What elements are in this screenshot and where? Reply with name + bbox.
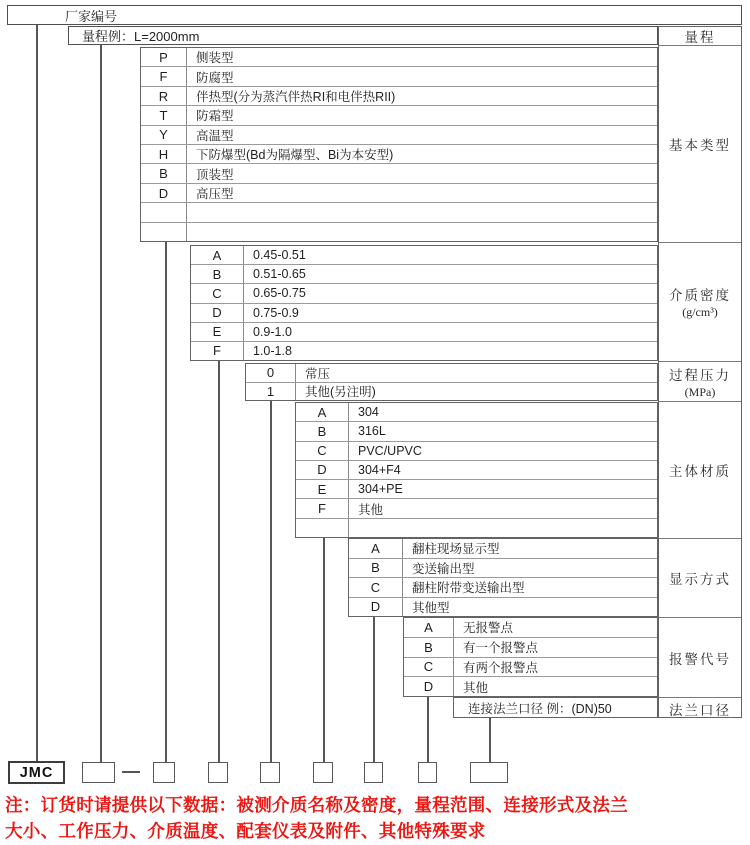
group-label-density [659,243,741,362]
group-label-text: 主体材质 [669,464,731,479]
desc-value: 0.51-0.65 [253,267,306,282]
code-cell [404,638,454,657]
desc-value: 0.75-0.9 [253,305,299,320]
desc-value: 其他型 [412,600,450,615]
code-value: 1 [266,383,275,399]
desc-value: 连接法兰口径 例：(DN)50 [468,701,612,716]
table-row [296,421,657,440]
table-row [141,125,657,144]
code-cell [404,658,454,677]
code-cell [404,677,454,696]
desc-cell [349,442,657,460]
group-label-display [659,539,741,618]
desc-value: 顶装型 [196,167,234,182]
code-cell [141,106,187,124]
code-cell [141,184,187,202]
code-value: B [424,639,433,655]
desc-value: 0.9-1.0 [253,324,292,339]
table-row [141,163,657,182]
code-value: D [423,679,434,695]
code-cell [349,578,403,597]
code-value: F [159,69,168,85]
code-value: D [212,305,222,321]
code-cell [296,480,349,498]
code-cell [246,364,296,382]
option-table-display [348,538,658,617]
connector-line-range [100,45,102,762]
connector-line-density [218,361,220,762]
code-box-material [313,762,333,783]
table-row [296,479,657,498]
desc-cell [349,480,657,498]
table-row [191,246,657,264]
table-row [404,618,657,637]
desc-cell [454,638,657,657]
desc-cell [244,304,657,322]
code-value: C [212,285,222,301]
connector-line-basic-type [165,242,167,762]
table-row [141,144,657,163]
code-cell [191,342,244,360]
code-cell [349,598,403,617]
desc-cell [349,403,657,421]
table-row [349,577,657,597]
table-row [296,441,657,460]
code-cell [296,442,349,460]
code-value: B [371,560,380,576]
connector-line-pressure [270,401,272,762]
table-row [191,322,657,341]
desc-cell [187,48,657,66]
group-label-text: 过程压力 [669,367,731,383]
desc-cell [403,598,657,617]
ordering-note [5,792,747,844]
desc-value: 0.45-0.51 [253,248,306,263]
desc-cell [244,265,657,283]
desc-value: 翻柱附带变送输出型 [412,581,525,596]
code-value: C [317,443,327,459]
table-row [191,303,657,322]
code-value: R [158,88,169,104]
desc-value: 1.0-1.8 [253,343,292,358]
desc-value: PVC/UPVC [358,443,422,458]
desc-cell [454,618,657,637]
group-label-unit: (g/cm³) [682,305,718,319]
option-table-alarm [403,617,658,697]
group-label-text: 显示方式 [669,572,731,587]
table-row [296,518,657,537]
desc-cell [187,87,657,105]
desc-value: 高温型 [196,128,234,143]
table-row [141,66,657,85]
group-label-range [659,27,741,46]
table-row [246,382,657,401]
option-table-pressure [245,363,658,401]
desc-cell [349,519,657,537]
code-cell [296,519,349,537]
code-value: B [212,266,222,282]
code-cell [349,559,403,578]
code-box-range [82,762,115,783]
desc-cell [244,342,657,360]
desc-cell [349,461,657,479]
desc-value: 翻柱现场显示型 [412,542,500,557]
desc-value: 防腐型 [196,70,234,85]
desc-value: 304+F4 [358,462,401,477]
table-row [141,222,657,241]
code-value: E [317,481,327,497]
connector-line-material [323,538,325,762]
desc-value: 有两个报警点 [463,660,539,675]
code-cell [191,284,244,302]
code-value: A [212,247,222,263]
table-row [404,676,657,696]
desc-cell [187,67,657,85]
group-label-unit: (MPa) [684,384,716,399]
group-label-material [659,402,741,539]
desc-value: 无报警点 [463,621,514,636]
code-cell [296,461,349,479]
code-cell [296,499,349,517]
code-value: Y [159,127,168,143]
code-cell [246,383,296,401]
table-row [141,48,657,66]
code-cell [191,323,244,341]
code-value: 0 [266,365,275,381]
table-row [404,657,657,677]
desc-value: 0.65-0.75 [253,286,306,301]
table-row [141,86,657,105]
code-box-pressure [260,762,280,783]
connector-line-display [373,617,375,762]
code-cell [141,48,187,66]
desc-cell [187,184,657,202]
desc-cell [403,539,657,558]
desc-cell [244,246,657,264]
desc-cell [296,364,657,382]
desc-cell [187,203,657,221]
code-value: D [370,599,381,615]
table-row [191,283,657,302]
code-value: A [317,404,327,420]
desc-cell [349,499,657,517]
code-value: T [159,107,168,123]
group-label-text: 量程 [684,30,716,45]
desc-value: 防霜型 [196,109,234,124]
group-label-flange [659,698,741,719]
factory-code-row [7,5,742,25]
code-value: H [158,146,169,162]
code-value: P [159,49,168,65]
code-cell [141,87,187,105]
code-value: E [212,324,222,340]
factory-code-label: 厂家编号 [65,8,118,24]
connector-line-flange [489,718,491,762]
code-value: D [317,462,327,478]
table-row [296,403,657,421]
group-label-basic-type [659,46,741,243]
connector-line-factory-code [36,25,38,762]
code-value: A [371,540,380,556]
table-row [141,183,657,202]
table-row [296,498,657,517]
desc-cell [454,658,657,677]
code-cell [191,265,244,283]
desc-cell [187,106,657,124]
desc-value: 高压型 [196,187,234,202]
table-row [349,558,657,578]
table-row [246,364,657,382]
desc-cell [187,164,657,182]
option-table-density [190,245,658,361]
code-cell [141,203,187,221]
dash-separator [122,771,140,773]
code-box-display [364,762,383,783]
code-cell [141,164,187,182]
group-label-text: 基本类型 [669,138,731,153]
code-value: B [159,166,168,182]
desc-value: 304 [358,405,379,420]
code-cell [296,403,349,421]
desc-value: 其他 [463,680,489,695]
desc-value: 侧装型 [196,51,234,66]
desc-value: 304+PE [358,482,403,497]
code-value: A [424,619,433,635]
code-cell [141,223,187,241]
desc-cell [403,559,657,578]
desc-cell [454,698,657,717]
model-prefix-box [8,761,65,784]
code-value: F [318,501,326,517]
code-value: D [158,185,169,201]
code-value: C [370,579,381,595]
group-label-pressure [659,362,741,402]
desc-value: 其他 [358,502,384,517]
model-prefix-text: JMC [19,764,54,781]
option-table-material [295,402,658,538]
desc-cell [296,383,657,401]
desc-cell [403,578,657,597]
desc-value: 下防爆型(Bd为隔爆型、Bi为本安型) [196,148,394,163]
label-column [658,26,742,718]
option-table-basic-type [140,47,658,242]
code-box-flange [470,762,508,783]
table-row [349,539,657,558]
desc-value: 常压 [305,366,331,381]
code-cell [296,422,349,440]
desc-cell [187,126,657,144]
desc-value: 变送输出型 [412,561,475,576]
option-table-flange [453,697,658,718]
code-box-alarm [418,762,437,783]
group-label-text: 介质密度 [669,288,731,303]
table-row [404,637,657,657]
code-cell [141,126,187,144]
desc-cell [349,422,657,440]
range-row [68,26,658,45]
code-value: C [423,659,434,675]
desc-cell [244,284,657,302]
desc-cell [244,323,657,341]
code-cell [349,539,403,558]
desc-cell [454,677,657,696]
code-cell [191,304,244,322]
table-row [141,105,657,124]
desc-value: 有一个报警点 [463,641,539,656]
table-row [191,341,657,360]
table-row [191,264,657,283]
ordering-note-line1: 注：订货时请提供以下数据：被测介质名称及密度，量程范围、连接形式及法兰 [5,795,628,815]
table-row [141,202,657,221]
table-row [454,698,657,717]
desc-value: 其他(另注明) [305,385,376,400]
code-cell [191,246,244,264]
ordering-note-line2: 大小、工作压力、介质温度、配套仪表及附件、其他特殊要求 [5,821,486,841]
desc-cell [187,145,657,163]
code-cell [141,145,187,163]
code-value: F [213,343,221,359]
table-row [296,460,657,479]
desc-value: 伴热型(分为蒸汽伴热RI和电伴热RII) [196,90,396,105]
code-cell [404,618,454,637]
code-box-density [208,762,228,783]
group-label-alarm [659,618,741,698]
code-box-basic-type [153,762,175,783]
group-label-text: 报警代号 [669,651,731,667]
code-value: B [317,423,327,439]
code-cell [141,67,187,85]
desc-cell [187,223,657,241]
table-row [349,597,657,617]
desc-value: 316L [358,424,386,439]
connector-line-alarm [427,697,429,762]
group-label-text: 法兰口径 [669,702,731,718]
range-example-label: 量程例：L=2000mm [82,29,200,44]
